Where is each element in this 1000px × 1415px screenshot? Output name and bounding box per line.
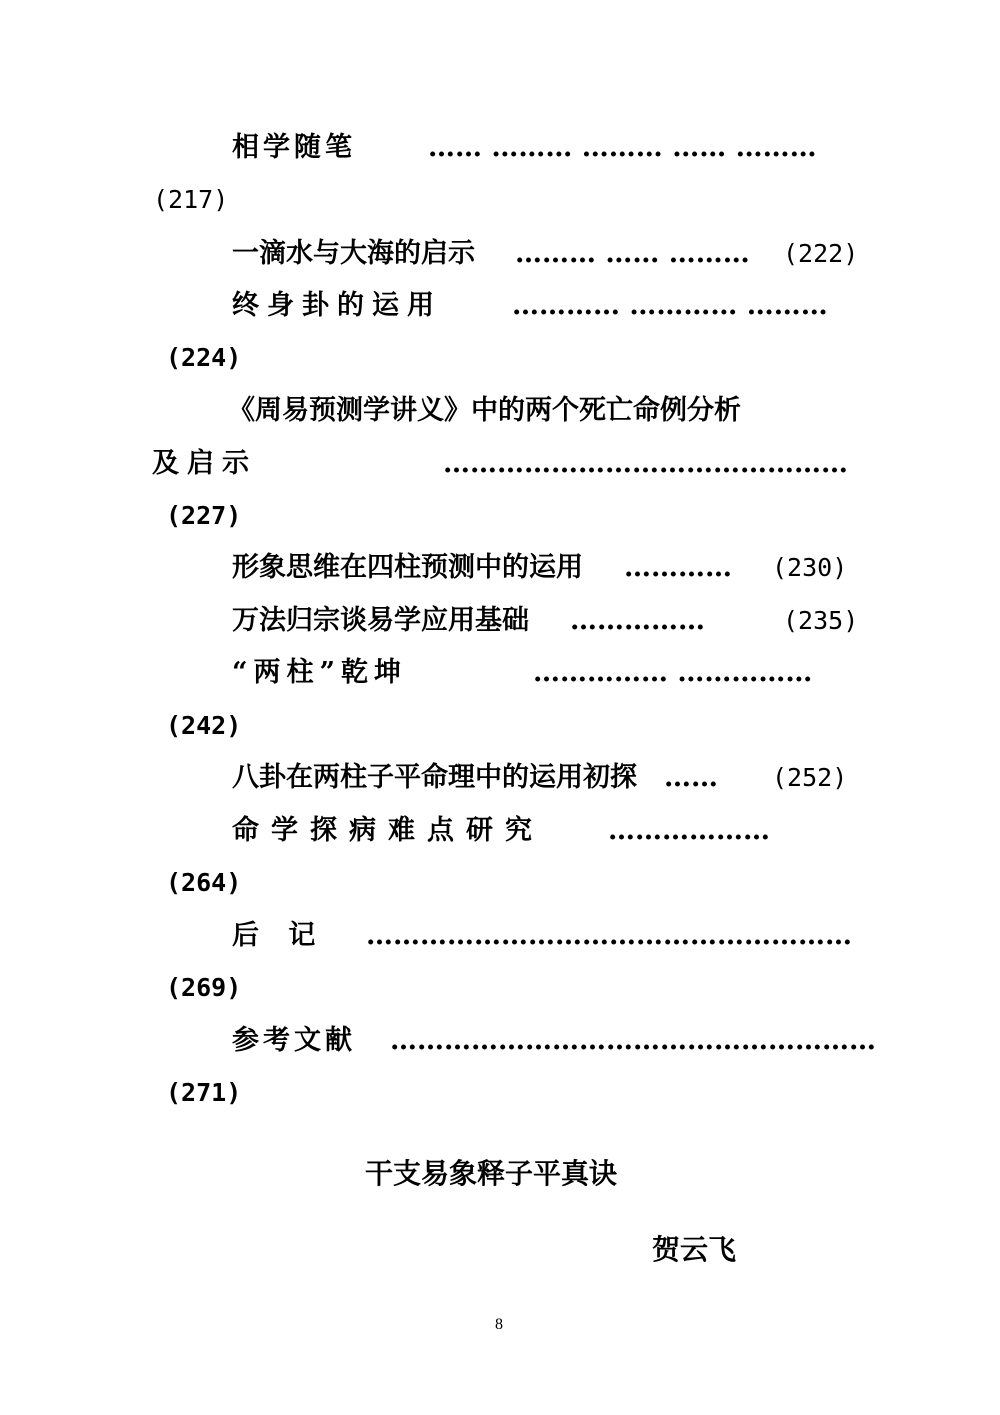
article-author: 贺云飞	[652, 1233, 737, 1266]
toc-entry-title: 参考文献	[232, 1025, 356, 1056]
toc-leader-dots: …………… ……………	[533, 657, 813, 688]
toc-leader-dots: ………… ………… ………	[512, 290, 828, 321]
toc-page-number: (271)	[166, 1078, 242, 1107]
toc-leader-dots: ………………………………………………	[366, 920, 852, 951]
toc-page-number: (264)	[166, 868, 242, 897]
toc-entry-title: 《周易预测学讲义》中的两个死亡命例分析	[228, 395, 741, 426]
toc-leader-dots: …………	[624, 552, 732, 583]
toc-leader-dots: ……	[664, 762, 718, 793]
toc-page-number: (269)	[166, 973, 242, 1002]
toc-leader-dots: ……………	[570, 605, 705, 636]
toc-leader-dots: ………………………………………………	[390, 1025, 876, 1056]
toc-page-number: (227)	[166, 501, 242, 530]
toc-page-number: (242)	[166, 711, 242, 740]
toc-entry-title: “两柱”乾坤	[232, 657, 408, 688]
toc-leader-dots: ………………	[608, 815, 770, 846]
toc-entry-title-continued: 及启示	[152, 448, 257, 479]
toc-entry-title: 一滴水与大海的启示	[232, 238, 475, 269]
toc-entry-title: 相学随笔	[232, 132, 356, 163]
toc-entry-title: 终身卦的运用	[232, 290, 442, 321]
toc-entry-title: 八卦在两柱子平命理中的运用初探	[232, 762, 637, 793]
toc-leader-dots: ………………………………………	[443, 448, 848, 479]
toc-page-number: (217)	[153, 185, 229, 214]
toc-entry-title: 形象思维在四柱预测中的运用	[232, 552, 583, 583]
toc-page-number: (222)	[783, 239, 859, 268]
toc-page-number: (252)	[772, 763, 848, 792]
toc-leader-dots: …… ……… ……… …… ………	[428, 132, 817, 163]
toc-leader-dots: ……… …… ………	[515, 238, 750, 269]
toc-page-number: (224)	[166, 343, 242, 372]
toc-entry-title: 命学探病难点研究	[232, 815, 544, 846]
toc-entry-title: 后 记	[232, 920, 316, 951]
toc-page-number: (230)	[772, 553, 848, 582]
toc-page-number: (235)	[783, 606, 859, 635]
page-number: 8	[495, 1316, 503, 1333]
toc-entry-title: 万法归宗谈易学应用基础	[232, 605, 529, 636]
article-title: 干支易象释子平真诀	[365, 1157, 618, 1190]
